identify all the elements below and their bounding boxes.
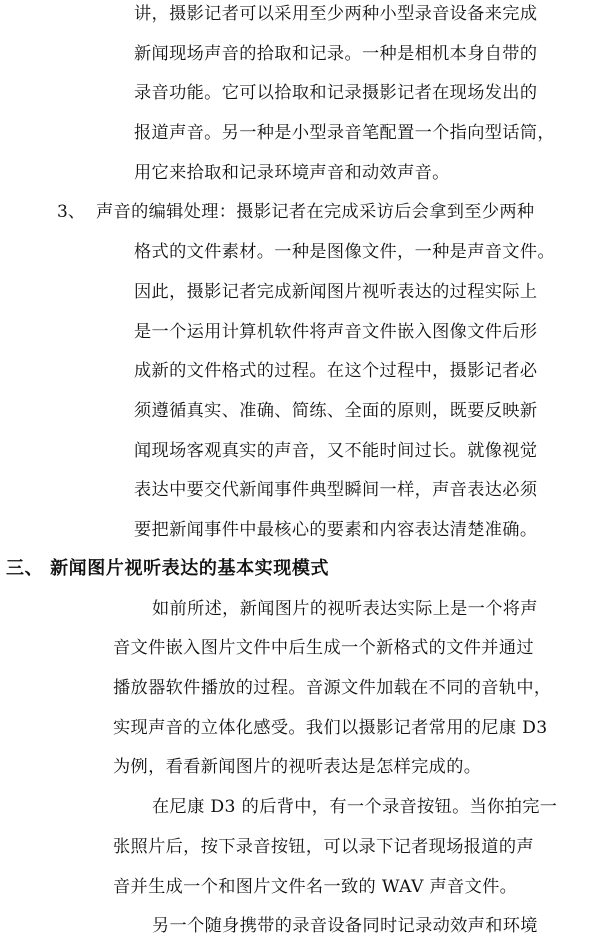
paragraph-line: 音文件嵌入图片文件中后生成一个新格式的文件并通过	[113, 638, 534, 658]
paragraph-line: 为例，看看新闻图片的视听表达是怎样完成的。	[113, 757, 482, 777]
paragraph-line: 另一个随身携带的录音设备同时记录动效声和环境	[152, 916, 538, 936]
text-line: 录音功能。它可以拾取和记录摄影记者在现场发出的	[134, 83, 538, 103]
text-line: 格式的文件素材。一种是图像文件，一种是声音文件。	[134, 242, 555, 262]
text-line: 是一个运用计算机软件将声音文件嵌入图像文件后形	[134, 322, 538, 342]
paragraph-line: 张照片后，按下录音按钮，可以录下记者现场报道的声	[113, 837, 534, 857]
text-line: 闻现场客观真实的声音，又不能时间过长。就像视觉	[134, 441, 538, 461]
text-line: 要把新闻事件中最核心的要素和内容表达清楚准确。	[134, 520, 538, 540]
text-line: 报道声音。另一种是小型录音笔配置一个指向型话筒，	[134, 123, 555, 143]
section-heading: 三、 新闻图片视听表达的基本实现模式	[6, 558, 330, 579]
paragraph-line: 如前所述，新闻图片的视听表达实际上是一个将声	[152, 599, 538, 619]
text-line: 讲，摄影记者可以采用至少两种小型录音设备来完成	[134, 4, 538, 24]
text-line: 成新的文件格式的过程。在这个过程中，摄影记者必	[134, 361, 538, 381]
text-line: 用它来拾取和记录环境声音和动效声音。	[134, 163, 450, 183]
text-line: 表达中要交代新闻事件典型瞬间一样，声音表达必须	[134, 480, 538, 500]
text-line: 须遵循真实、准确、简练、全面的原则，既要反映新	[134, 401, 538, 421]
text-line: 新闻现场声音的拾取和记录。一种是相机本身自带的	[134, 44, 538, 64]
text-line: 声音的编辑处理：摄影记者在完成采访后会拿到至少两种	[96, 202, 535, 222]
paragraph-line: 实现声音的立体化感受。我们以摄影记者常用的尼康 D3	[113, 718, 548, 738]
list-marker: 3、	[57, 202, 85, 222]
paragraph-line: 音并生成一个和图片文件名一致的 WAV 声音文件。	[113, 877, 518, 897]
paragraph-line: 在尼康 D3 的后背中，有一个录音按钮。当你拍完一	[152, 797, 558, 817]
paragraph-line: 播放器软件播放的过程。音源文件加载在不同的音轨中，	[113, 678, 552, 698]
text-line: 因此，摄影记者完成新闻图片视听表达的过程实际上	[134, 282, 538, 302]
